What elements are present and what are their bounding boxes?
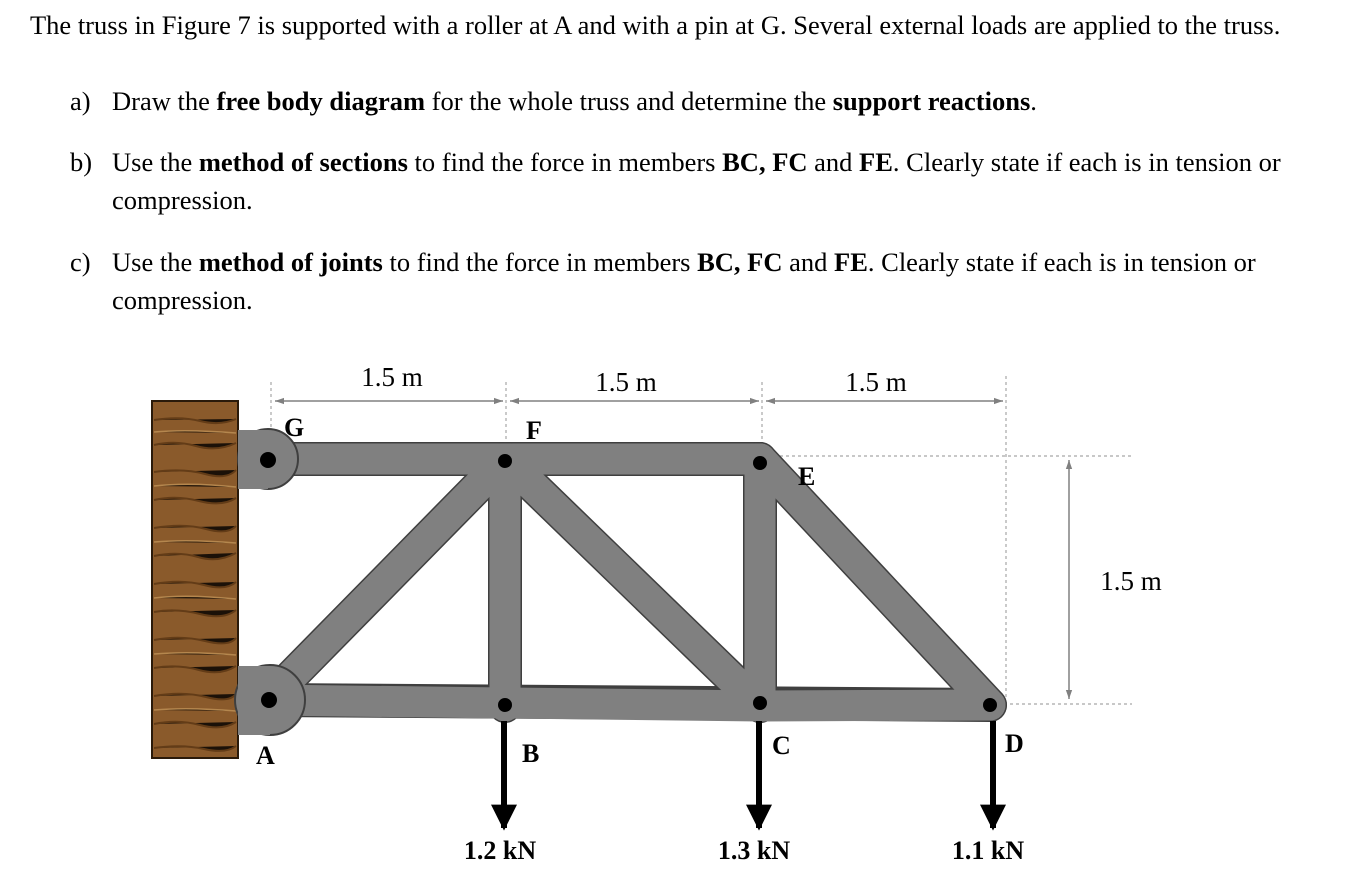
text-run: and xyxy=(807,147,860,177)
node-label-d: D xyxy=(1005,729,1024,758)
text-run: Use the xyxy=(112,247,199,277)
bold-text: BC, FC xyxy=(722,147,808,177)
text-run: Use the xyxy=(112,147,199,177)
node-label-g: G xyxy=(284,413,305,442)
node-label-e: E xyxy=(798,462,816,491)
text-run: to find the force in members xyxy=(382,247,698,277)
bold-text: BC, FC xyxy=(697,247,783,277)
joint-c xyxy=(753,696,767,710)
text-run: . Clearly state if each is in tension or compression. xyxy=(112,147,1281,215)
load-label-d: 1.1 kN xyxy=(951,836,1025,865)
text-run: and xyxy=(782,247,835,277)
text-run: . xyxy=(1030,86,1037,116)
dimension-label-gf: 1.5 m xyxy=(361,362,423,392)
node-label-f: F xyxy=(526,416,542,445)
question-label: b) xyxy=(70,147,93,177)
node-label-b: B xyxy=(522,739,540,768)
joint-b xyxy=(498,698,512,712)
bold-text: support reactions xyxy=(832,86,1031,116)
bold-text: method of joints xyxy=(198,247,383,277)
member-bc xyxy=(505,703,760,706)
dimension-label-ed: 1.5 m xyxy=(845,367,907,397)
question-label: a) xyxy=(70,86,91,116)
joint-d xyxy=(983,698,997,712)
node-label-a: A xyxy=(256,741,275,770)
member-ed xyxy=(760,459,990,705)
text-run: to find the force in members xyxy=(407,147,723,177)
load-label-b: 1.2 kN xyxy=(463,836,537,865)
wall-support xyxy=(152,401,238,758)
joint-f xyxy=(498,454,512,468)
text-run: for the whole truss and determine the xyxy=(425,86,833,116)
text-run: Draw the xyxy=(112,86,217,116)
bold-text: FE xyxy=(834,247,868,277)
joint-g xyxy=(260,452,276,468)
question-label: c) xyxy=(70,247,91,277)
problem-intro: The truss in Figure 7 is supported with a roller at A and with a pin at G. Several external loads are applied to the truss. xyxy=(30,10,1281,40)
dimension-label-fe: 1.5 m xyxy=(595,367,657,397)
dimension-label-height: 1.5 m xyxy=(1100,566,1162,596)
member-af xyxy=(268,459,505,700)
member-fc xyxy=(505,459,760,706)
node-label-c: C xyxy=(772,731,791,760)
joint-e xyxy=(753,456,767,470)
text-run: . Clearly state if each is in tension or compression. xyxy=(112,247,1256,315)
bold-text: FE xyxy=(859,147,893,177)
bold-text: method of sections xyxy=(198,147,408,177)
member-cd xyxy=(760,705,990,706)
load-label-c: 1.3 kN xyxy=(717,836,791,865)
joint-a xyxy=(261,692,277,708)
bold-text: free body diagram xyxy=(216,86,426,116)
